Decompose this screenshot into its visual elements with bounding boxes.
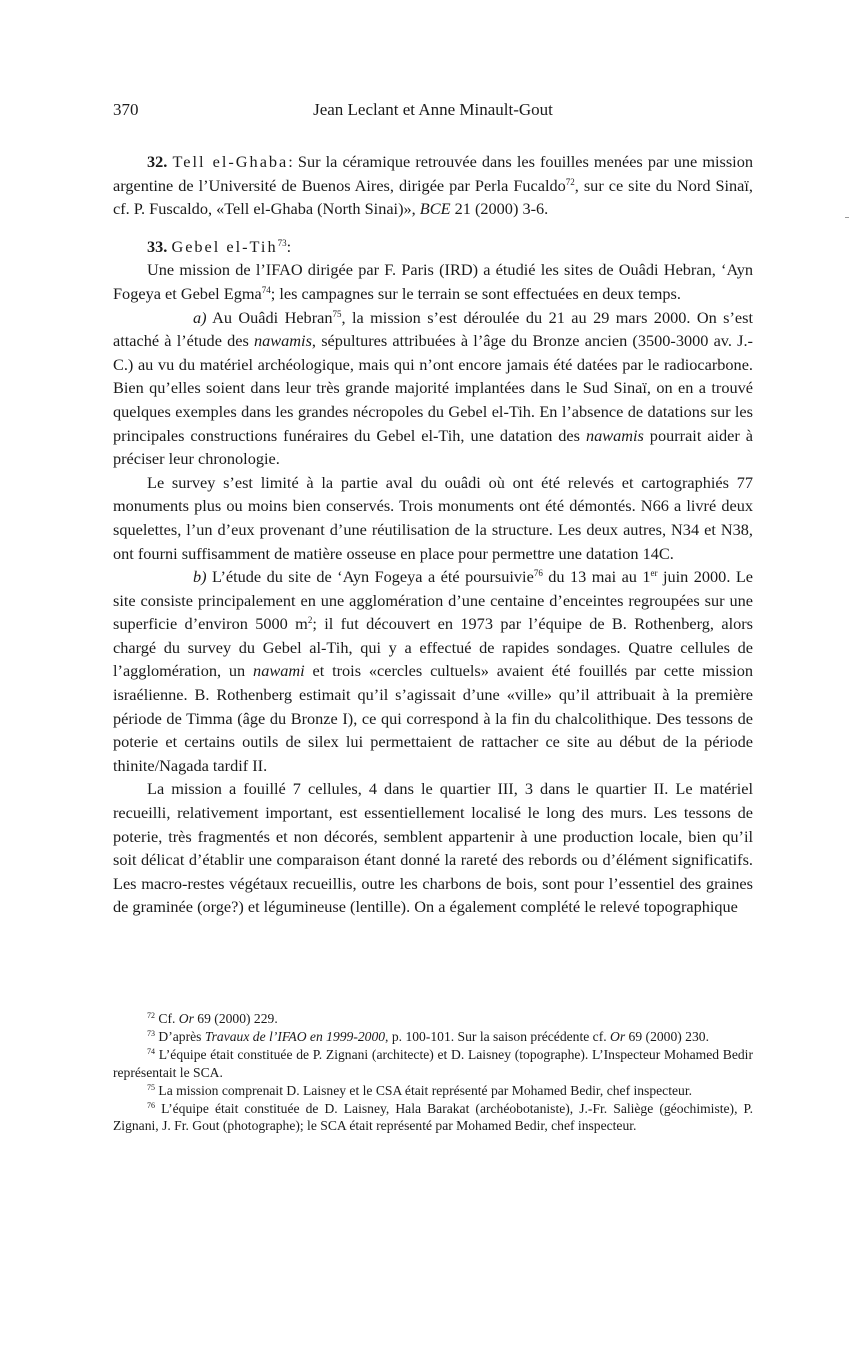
footnote-72: $^{72}$ Cf. Or 69 (2000) 229. [147, 1011, 278, 1026]
margin-mark [845, 217, 849, 218]
running-title: Jean Leclant et Anne Minault-Gout [313, 100, 553, 119]
section-heading: Tell el-Ghaba [172, 152, 289, 171]
footnote-ref: 73 [277, 237, 287, 248]
paragraph: b) L’étude du site de ‘Ayn Fogeya a été poursuivie$^{76}$ du 13 mai au 1er juin 2000. Le site consiste principalement en une agglomération d’une centaine d’enceintes regroupées sur une superficie d’environ 5000 $m^2$; il fut découvert en 1973 par l’équipe de B. Rothenberg, alors chargé du survey du Gebel al-Tih, qui y a effectué de rapides sondages. Quatre cellules de l’agglomération, un nawami et trois «cercles cultuels» avaient été fouillés par cette mission israélienne. B. Rothenberg estimait qu’il s’agissait d’une «ville» qu’il attribuait à la première période de Timma (âge du Bronze I), ce qui correspond à la fin du chalcolithique. Des tessons de poterie et certains outils de silex lui permettaient de rattacher ce site au début de la période thinite/Nagada tardif II. [113, 567, 754, 775]
footnote-73: $^{73}$ D’après Travaux de l’IFAO en 1999-2000, p. 100-101. Sur la saison précédente cf. Or 69 (2000) 230. [147, 1029, 709, 1045]
section-number: 32. [147, 152, 168, 171]
footnote-ref: 72 [565, 176, 575, 187]
paragraph: Une mission de l’IFAO dirigée par F. Paris (IRD) a étudié les sites de Ouâdi Hebran, ‘Ayn Fogeya et Gebel Egma$^{74}$; les campagnes sur le terrain se sont effectuées en deux temps. [113, 260, 753, 303]
footnote-ref: 75 [332, 308, 342, 319]
footnote-76: $^{76}$ L’équipe était constituée de D. Laisney, Hala Barakat (archéobotaniste), J.-Fr. Saliège (géochimiste), P. Zignani, J. Fr. Gout (photographe); le SCA était représenté par Mohamed Bedir, chef inspecteur. [113, 1101, 753, 1134]
section-number: 33. [147, 236, 168, 256]
section-33-heading: 33. Gebel el-Tih$^{73}$: [147, 236, 292, 256]
paragraph: La mission a fouillé 7 cellules, 4 dans le quartier III, 3 dans le quartier II. Le matériel recueilli, relativement important, est essentiellement localisé le long des murs. Les tessons de poterie, très fragmentés et non décorés, semblent appartenir à une production locale, bien qu’il soit délicat d’établir une comparaison étant donné la rareté des rebords ou d’élément significatifs. Les macro-restes végétaux recueillis, outre les charbons de bois, sont pour l’essentiel des graines de graminée (orge?) et légumineuse (lentille). On a également complété le relevé topographique [113, 779, 753, 917]
footnote-74: $^{74}$ L’équipe était constituée de P. Zignani (architecte) et D. Laisney (topographe). L’Inspecteur Mohamed Bedir représentait le SCA. [113, 1047, 753, 1080]
footnotes [113, 1010, 753, 1135]
page-number: 370 [113, 100, 139, 119]
footnote-75: $^{75}$ La mission comprenait D. Laisney et le CSA était représenté par Mohamed Bedir, chef inspecteur. [147, 1082, 692, 1098]
body-text [113, 150, 753, 919]
section-32-paragraph: 32. Tell el-Ghaba: Sur la céramique retrouvée dans les fouilles menées par une mission argentine de l’Université de Buenos Aires, dirigée par Perla Fucaldo$^{72}$, sur ce site du Nord Sinaï, cf. P. Fuscaldo, «Tell el-Ghaba (North Sinai)», BCE 21 (2000) 3-6. [113, 152, 753, 219]
footnote-ref: 76 [533, 568, 543, 579]
footnote-ref: 74 [261, 284, 271, 295]
paragraph: a) Au Ouâdi Hebran$^{75}$, la mission s’est déroulée du 21 au 29 mars 2000. On s’est attaché à l’étude des nawamis, sépultures attribuées à l’âge du Bronze ancien (3500-3000 av. J.-C.) au vu du matériel archéologique, mais qui n’ont encore jamais été datées par le radiocarbone. Bien qu’elles soient dans leur très grande majorité implantées dans le Sud Sinaï, on en a trouvé quelques exemples dans les grandes nécropoles du Gebel el-Tih. En l’absence de datations sur les principales constructions funéraires du Gebel el-Tih, une datation des nawamis pourrait aider à préciser leur chronologie. [113, 307, 754, 469]
section-heading: Gebel el-Tih [171, 236, 278, 256]
page-header [113, 100, 753, 130]
paragraph: Le survey s’est limité à la partie aval du ouâdi où ont été relevés et cartographiés 77 monuments plus ou moins bien conservés. Trois monuments ont été démontés. N66 a livré deux squelettes, l’un d’eux provenant d’une réutilisation de la structure. Les deux autres, N34 et N38, ont fourni suffisamment de matière osseuse en place pour permettre une datation 14C. [113, 472, 753, 563]
